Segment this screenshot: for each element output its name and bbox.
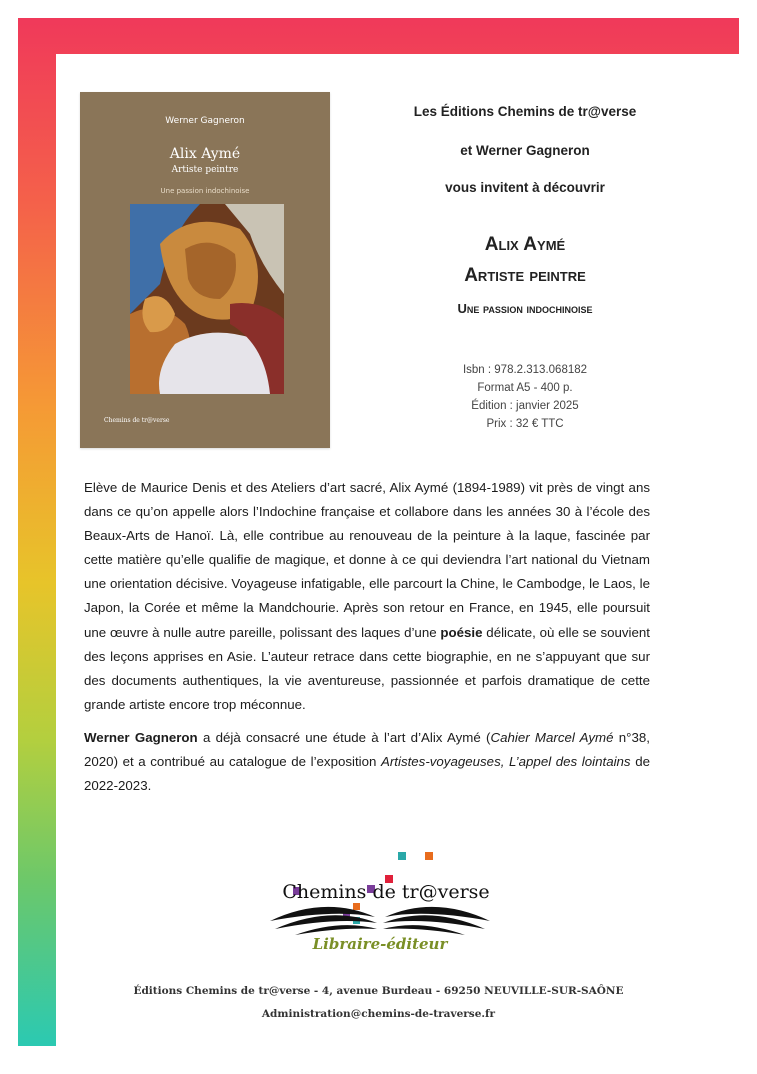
cover-publisher: Chemins de tr@verse xyxy=(104,417,170,424)
price: Prix : 32 € TTC xyxy=(486,418,564,430)
format: Format A5 - 400 p. xyxy=(477,382,573,394)
invite-line-2: et Werner Gagneron xyxy=(460,143,590,158)
book-title: Alix Aymé xyxy=(484,234,566,255)
bio-italic-2: Artistes-voyageuses, L’appel des lointains xyxy=(381,754,631,770)
edition: Édition : janvier 2025 xyxy=(471,400,579,412)
invite-line-1: Les Éditions Chemins de tr@verse xyxy=(413,104,637,119)
book-subtitle: Artiste peintre xyxy=(464,265,586,286)
logo-tagline: Libraire-éditeur xyxy=(312,935,448,953)
book-description xyxy=(84,476,650,717)
description-emphasis: poésie xyxy=(440,624,483,640)
bio-text-3: de 2022-2023. xyxy=(84,754,650,794)
cover-author: Werner Gagneron xyxy=(165,116,245,126)
cover-painting xyxy=(130,204,284,394)
cover-subtitle: Artiste peintre xyxy=(171,165,239,175)
logo-name: Chemins de tr@verse xyxy=(282,881,490,903)
bio-author-name: Werner Gagneron xyxy=(84,730,198,745)
cover-title: Alix Aymé xyxy=(169,146,241,162)
invite-line-3: vous invitent à découvrir xyxy=(445,180,605,195)
description-part-2: délicate, où elle se souvient des leçons apprises en Asie. L’auteur retrace dans cette biographie, en ne s’appuyant que sur des documents authentiques, la vie aventureuse, passionnée et parfois dramatique de cette grande artiste encore trop méconnue. xyxy=(84,624,650,712)
book-tagline: Une passion indochinoise xyxy=(457,301,593,316)
bio-text-2: n°38, 2020) et a contribué au catalogue de l’exposition xyxy=(84,730,650,770)
author-bio xyxy=(84,726,650,798)
footer-address: Éditions Chemins de tr@verse - 4, avenue Burdeau - 69250 NEUVILLE-SUR-SAÔNE xyxy=(133,985,624,997)
description-part-1: Elève de Maurice Denis et des Ateliers d’art sacré, Alix Aymé (1894-1989) vit près de vingt ans dans ce qu’on appelle alors l’Indochine française et collabore dans les années 30 à l’école des Beaux-Arts de Hanoï. Là, elle contribue au renouveau de la peinture à la laque, fascinée par cette matière qu’elle qualifie de magique, et donne à ce qui deviendra l’art national du Vietnam une orientation décisive. Voyageuse infatigable, elle parcourt la Chine, le Cambodge, le Laos, le Japon, la Corée et même la Mandchourie. Après son retour en France, en 1945, elle poursuit une œuvre à nulle autre pareille, polissant des laques d’une xyxy=(84,480,650,640)
publisher-logo xyxy=(255,825,505,970)
isbn: Isbn : 978.2.313.068182 xyxy=(462,364,588,376)
book-cover xyxy=(80,92,330,448)
footer-email[interactable]: Administration@chemins-de-traverse.fr xyxy=(261,1008,496,1020)
cover-tagline: Une passion indochinoise xyxy=(160,187,250,195)
bio-italic-1: Cahier Marcel Aymé xyxy=(490,730,614,745)
bio-text-1: a déjà consacré une étude à l’art d’Alix Aymé ( xyxy=(197,730,491,745)
